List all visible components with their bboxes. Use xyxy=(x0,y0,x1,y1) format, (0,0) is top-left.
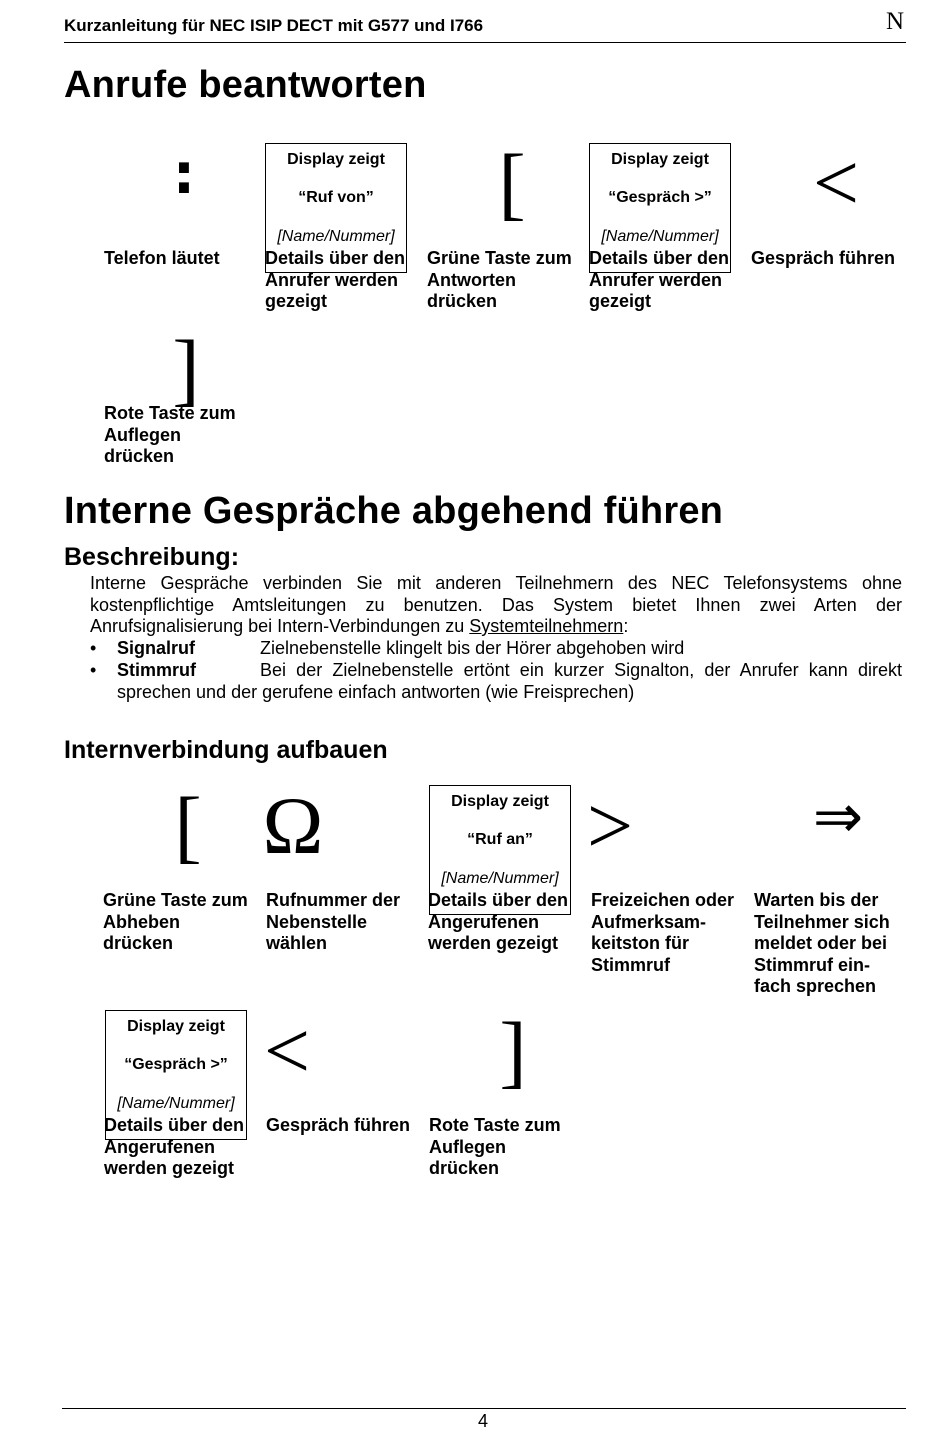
description-paragraph xyxy=(90,573,902,638)
description-end: : xyxy=(623,616,629,636)
ringing-icon: : xyxy=(172,142,196,207)
display-text: “Gespräch >” xyxy=(124,1056,228,1073)
step-caption: Rote Taste zum Auflegen drücken xyxy=(104,403,236,466)
display-detail: [Name/Nummer] xyxy=(441,870,559,887)
step-caption: Details über den Angerufenen werden gezeigt xyxy=(104,1115,245,1178)
keypad-icon: Ω xyxy=(262,780,324,871)
page-header xyxy=(64,8,906,43)
header-title: Kurzanleitung für NEC ISIP DECT mit G577 und I766 xyxy=(64,16,484,35)
nec-logo-icon: N xyxy=(885,8,904,35)
systemteilnehmer-link: Systemteilnehmern xyxy=(469,616,624,636)
display-detail: [Name/Nummer] xyxy=(117,1095,235,1112)
step-caption: Telefon läutet xyxy=(104,248,220,268)
section-title-anrufe: Anrufe beantworten xyxy=(64,64,427,106)
step-caption: Grüne Taste zum Abheben drücken xyxy=(103,890,248,953)
display-text: “Gespräch >” xyxy=(608,189,712,206)
step-caption: Details über den Angerufenen werden gezeigt xyxy=(428,890,569,953)
step-caption: Gespräch führen xyxy=(266,1115,411,1135)
step-caption: Freizeichen oder Aufmerksam-keitston für Stimmruf xyxy=(591,890,735,975)
display-detail: [Name/Nummer] xyxy=(277,228,395,245)
step-caption: Rufnummer der Nebenstelle wählen xyxy=(266,890,401,953)
description-heading: Beschreibung: xyxy=(64,543,240,571)
step-caption: Warten bis der Teilnehmer sich meldet oder bei Stimmruf ein-fach sprechen xyxy=(754,890,890,996)
bullet-term: Signalruf xyxy=(117,638,196,658)
bullet-text: Bei der Zielnebenstelle ertönt ein kurzer Signalton, der Anrufer kann direkt xyxy=(260,660,902,680)
green-key-icon: [ xyxy=(174,780,202,871)
step-caption: Gespräch führen xyxy=(751,248,896,268)
bullet-term: Stimmruf xyxy=(117,660,197,680)
bullet-continuation: sprechen und der gerufene einfach antworten (wie Freisprechen) xyxy=(117,682,635,702)
red-key-icon: ] xyxy=(499,1005,527,1096)
display-label: Display zeigt xyxy=(287,151,385,168)
tone-icon: > xyxy=(586,780,634,871)
red-key-icon: ] xyxy=(172,323,200,414)
green-key-icon: [ xyxy=(498,137,526,228)
step-caption: Grüne Taste zum Antworten drücken xyxy=(427,248,572,311)
page-number: 4 xyxy=(477,1411,488,1431)
display-text: “Ruf von” xyxy=(298,189,374,206)
step-caption: Details über den Anrufer werden gezeigt xyxy=(265,248,406,311)
display-label: Display zeigt xyxy=(611,151,709,168)
subsection-title: Internverbindung aufbauen xyxy=(64,736,388,764)
bullet-icon: • xyxy=(90,660,97,680)
display-detail: [Name/Nummer] xyxy=(601,228,719,245)
description-text: Interne Gespräche verbinden Sie mit anderen Teilnehmern des NEC Telefonsystems ohne kostenpflichtige Amtsleitungen zu benutzen. Das System bietet Ihnen zwei Arten der Anrufsignalisierung bei Intern-Verbindungen zu xyxy=(90,573,902,636)
talk-icon: < xyxy=(812,137,860,228)
display-text: “Ruf an” xyxy=(467,831,533,848)
wait-arrow-icon: ⇒ xyxy=(812,782,864,852)
step-caption: Rote Taste zum Auflegen drücken xyxy=(429,1115,561,1178)
footer-divider xyxy=(62,1408,906,1409)
display-label: Display zeigt xyxy=(127,1018,225,1035)
bullet-text: Zielnebenstelle klingelt bis der Hörer abgehoben wird xyxy=(260,638,685,658)
talk-icon: < xyxy=(263,1005,311,1096)
bullet-icon: • xyxy=(90,638,97,658)
step-caption: Details über den Anrufer werden gezeigt xyxy=(589,248,730,311)
section-title-interne: Interne Gespräche abgehend führen xyxy=(64,490,724,532)
display-label: Display zeigt xyxy=(451,793,549,810)
